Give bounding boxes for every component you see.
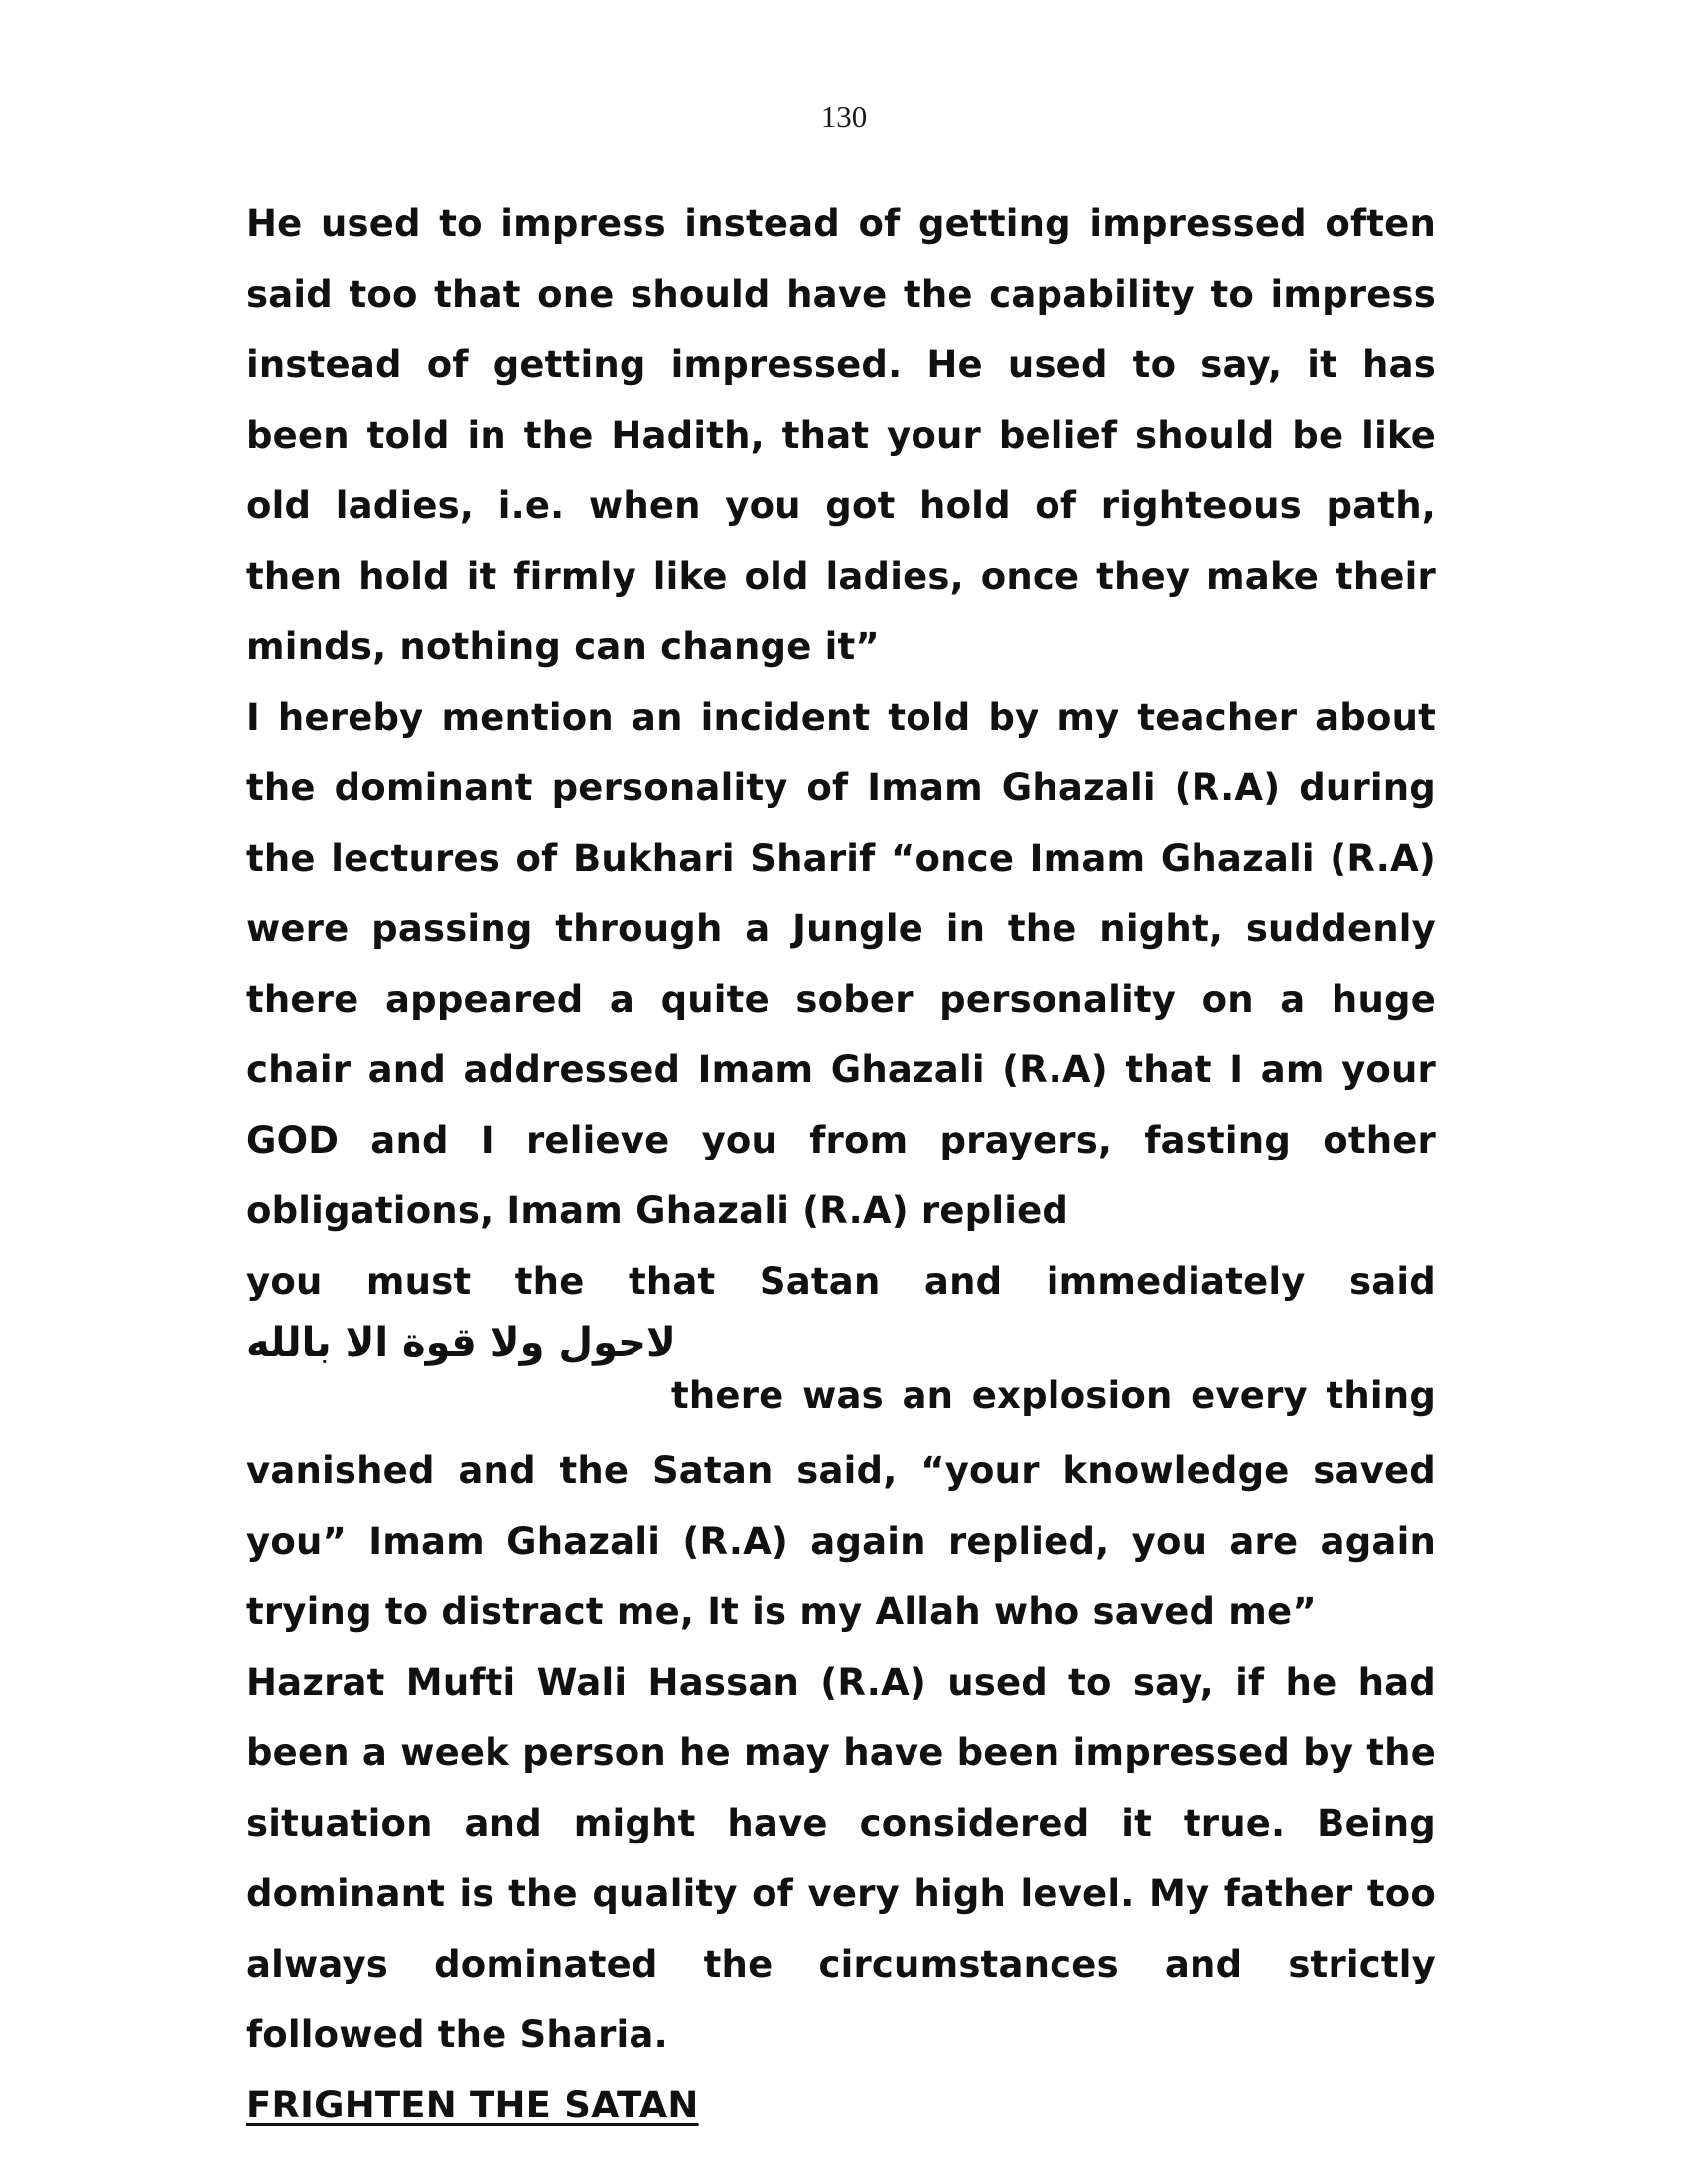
paragraph-incident <box>246 682 1436 1246</box>
arabic-phrase-image: لاحول ولا قوة الا بالله <box>246 1320 676 1366</box>
arabic-line-text: there was an explosion every thing <box>671 1374 1436 1417</box>
section-heading: FRIGHTEN THE SATAN <box>246 2084 699 2126</box>
paragraph-impress: He used to impress instead of getting impressed often said too that one should have the capability to impress instead of getting impressed. He used to say, it has been told in the Hadith, that your belief should be like old ladies, i.e. when you got hold of righteous path, then hold it firmly like old ladies, once they make their minds, nothing can change it” <box>246 203 1436 668</box>
paragraph-incident-end: vanished and the Satan said, “your knowledge saved you” Imam Ghazali (R.A) again replied, you are again trying to distract me, It is my Allah who saved me” <box>246 1449 1436 1633</box>
page-body <box>246 189 1436 2140</box>
paragraph-incident-line: you must the that Satan and immediately said <box>246 1260 1436 1302</box>
paragraph-mufti: Hazrat Mufti Wali Hassan (R.A) used to say, if he had been a week person he may have been impressed by the situation and might have considered it true. Being dominant is the quality of very high level. My father too always dominated the circumstances and strictly followed the Sharia. <box>246 1661 1436 2056</box>
paragraph-incident-lead: I hereby mention an incident told by my teacher about the dominant personality of Imam Ghazali (R.A) during the lectures of Bukhari Sharif “once Imam Ghazali (R.A) were passing through a Jungle in the night, suddenly there appeared a quite sober personality on a huge chair and addressed Imam Ghazali (R.A) that I am your GOD and I relieve you from prayers, fasting other obligations, Imam Ghazali (R.A) replied <box>246 696 1436 1232</box>
page-number: 130 <box>820 99 868 134</box>
arabic-line <box>246 1316 1436 1435</box>
